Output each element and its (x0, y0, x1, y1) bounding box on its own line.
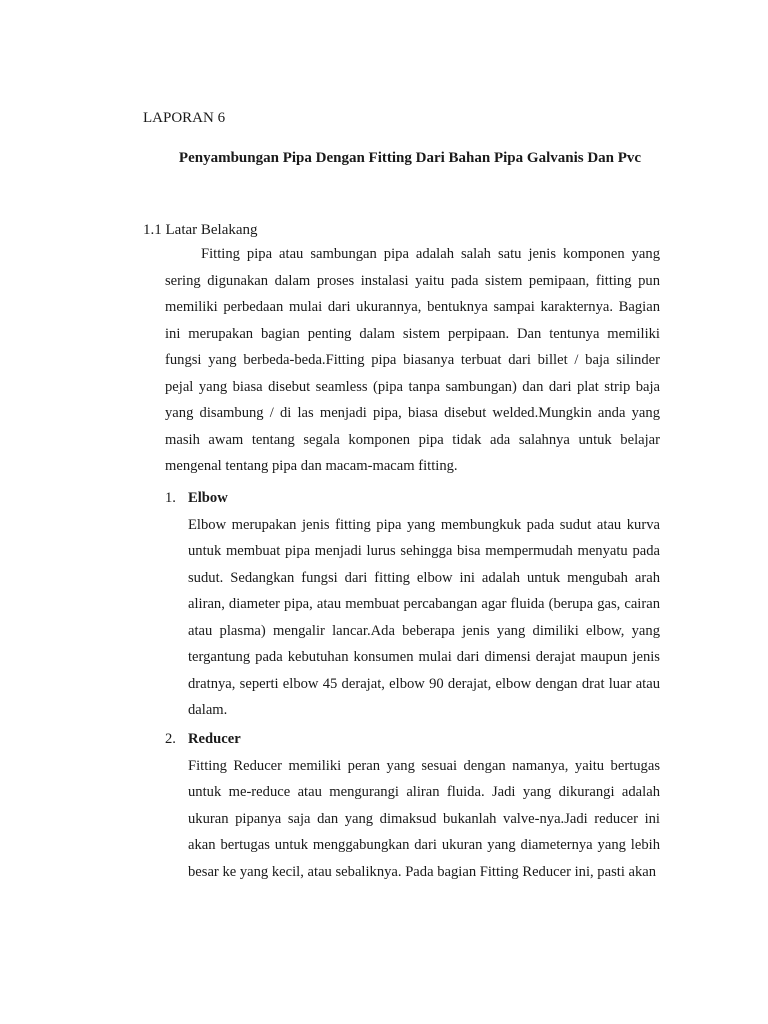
list-item-body: Elbow merupakan jenis fitting pipa yang membungkuk pada sudut atau kurva untuk membuat pipa menjadi lurus sehingga bisa mempermudah menyatu pada sudut. Sedangkan fungsi dari fitting elbow ini adalah untuk mengubah arah aliran, diameter pipa, atau membuat percabangan agar fluida (berupa gas, cairan atau plasma) mengalir lancar.Ada beberapa jenis yang dimiliki elbow, yang tergantung pada kebutuhan konsumen mulai dari dimensi derajat maupun jenis dratnya, seperti elbow 45 derajat, elbow 90 derajat, elbow dengan drat luar atau dalam. (188, 516, 660, 718)
list-item-title: Reducer (188, 731, 241, 747)
intro-paragraph: Fitting pipa atau sambungan pipa adalah salah satu jenis komponen yang sering digunakan dalam proses instalasi yaitu pada sistem pemipaan, fitting pun memiliki perbedaan mulai dari ukurannya, bentuknya sampai karakternya. Bagian ini merupakan bagian penting dalam sistem perpipaan. Dan tentunya memiliki fungsi yang berbeda-beda.Fitting pipa biasanya terbuat dari billet / baja silinder pejal yang biasa disebut seamless (pipa tanpa sambungan) dan dari plat strip baja yang disambung / di las menjadi pipa, biasa disebut welded.Mungkin anda yang masih awam tentang segala komponen pipa tidak ada salahnya untuk belajar mengenal tentang pipa dan macam-macam fitting. (165, 246, 660, 474)
list-item-heading (165, 726, 660, 753)
report-label: LAPORAN 6 (143, 110, 226, 126)
list-item-body: Fitting Reducer memiliki peran yang sesuai dengan namanya, yaitu bertugas untuk me-reduce atau mengurangi aliran fluida. Jadi yang dikurangi adalah ukuran pipanya saja dan yang dimaksud bukanlah valve-nya.Jadi reducer ini akan bertugas untuk menggabungkan dari ukuran yang diameternya yang lebih besar ke yang kecil, atau sebaliknya. Pada bagian Fitting Reducer ini, pasti akan (188, 757, 660, 880)
list-item-heading (165, 485, 660, 512)
list-item-title: Elbow (188, 490, 228, 506)
list-item-reducer (165, 726, 660, 885)
document-title: Penyambungan Pipa Dengan Fitting Dari Bahan Pipa Galvanis Dan Pvc (178, 150, 642, 166)
list-item-number: 1. (165, 490, 176, 506)
list-item-elbow (165, 485, 660, 724)
list-item-number: 2. (165, 731, 176, 747)
section-heading: 1.1 Latar Belakang (143, 222, 258, 238)
